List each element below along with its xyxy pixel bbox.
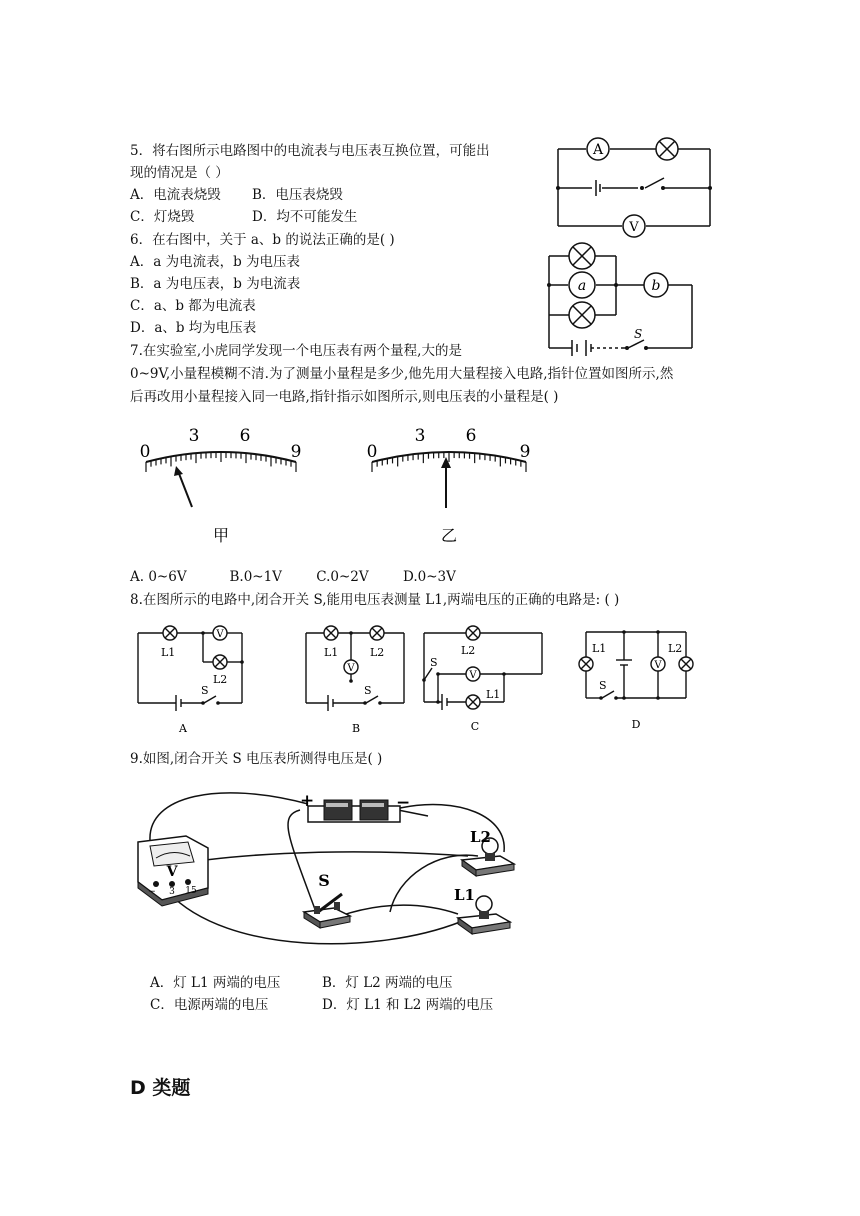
q9-stem: 9.如图,闭合开关 S 电压表所测得电压是( ) <box>130 751 383 767</box>
q8a-l2-label: L2 <box>213 673 228 686</box>
voltmeter-terminal-15: 15 <box>185 886 197 896</box>
q8a-switch-label: S <box>201 684 209 697</box>
q8d-l2-label: L2 <box>668 642 683 655</box>
dial-yi-label-0: 0 <box>366 442 378 462</box>
q5-line2: 现的情况是（ ） <box>130 165 229 181</box>
section-heading: D 类题 <box>130 1077 191 1099</box>
q7-line3: 后再改用小量程接入同一电路,指针指示如图所示,则电压表的小量程是( ) <box>130 389 559 405</box>
q8-figure-a <box>132 618 250 738</box>
q9-option-b: B．灯 L2 两端的电压 <box>322 975 453 991</box>
q8c-l2-label: L2 <box>461 644 476 657</box>
voltmeter-device-label: V <box>166 864 178 880</box>
q8c-l1-label: L1 <box>486 688 501 701</box>
dial-jia-label-6: 6 <box>239 426 251 446</box>
dial-jia <box>140 426 302 545</box>
q8d-caption: D <box>631 718 641 731</box>
dial-yi-label-3: 3 <box>414 426 426 446</box>
q6-option-c: C．a、b 都为电流表 <box>130 298 256 314</box>
q8c-voltmeter-label: V <box>469 670 477 681</box>
q6-meter-b-label: b <box>651 278 661 294</box>
q8b-switch-label: S <box>364 684 372 697</box>
q5-option-c: C．灯烧毁 <box>130 209 195 225</box>
q5-option-d: D．均不可能发生 <box>252 209 358 225</box>
q5-line1: 5．将右图所示电路图中的电流表与电压表互换位置，可能出 <box>130 143 490 159</box>
q9-option-c: C．电源两端的电压 <box>150 997 269 1013</box>
q6-option-b: B．a 为电压表，b 为电流表 <box>130 276 301 292</box>
q8a-caption: A <box>179 722 187 735</box>
dial-yi-caption: 乙 <box>440 526 458 545</box>
q8d-switch-label: S <box>599 679 607 692</box>
q8b-caption: B <box>351 722 361 735</box>
q8c-switch-label: S <box>430 656 438 669</box>
battery-minus-label: − <box>396 793 411 813</box>
q6-meter-a-label: a <box>577 278 587 294</box>
q9-physical-circuit <box>128 776 540 968</box>
q8d-l1-label: L1 <box>592 642 607 655</box>
q6-stem: 6．在右图中，关于 a、b 的说法正确的是( ) <box>130 232 395 248</box>
switch-device-label: S <box>318 871 330 890</box>
q8c-caption: C <box>470 720 480 733</box>
dial-jia-label-9: 9 <box>290 442 302 462</box>
q6-switch-label: S <box>634 327 643 341</box>
dial-yi-label-9: 9 <box>519 442 531 462</box>
q8a-l1-label: L1 <box>161 646 176 659</box>
q8b-voltmeter-label: V <box>347 663 355 674</box>
lamp-l1-label: L1 <box>454 886 475 904</box>
voltmeter-terminal-minus: − <box>148 887 156 897</box>
q8d-voltmeter-label: V <box>654 660 662 671</box>
q7-line2: 0~9V,小量程模糊不清.为了测量小量程是多少,他先用大量程接入电路,指针位置如图所示,然 <box>130 366 674 382</box>
battery <box>308 800 400 822</box>
q8-figure-c <box>418 618 548 738</box>
q5-voltmeter-label: V <box>629 220 639 235</box>
dial-jia-label-3: 3 <box>188 426 200 446</box>
q8-figure-b <box>300 618 412 738</box>
q7-voltmeter-dials <box>128 420 548 552</box>
q5-option-a: A．电流表烧毁 <box>130 187 221 203</box>
dial-yi <box>367 426 531 545</box>
q6-circuit-diagram <box>542 236 702 360</box>
q8b-l1-label: L1 <box>324 646 339 659</box>
q8-stem: 8.在图所示的电路中,闭合开关 S,能用电压表测量 L1,两端电压的正确的电路是: ( ) <box>130 592 620 608</box>
q6-option-d: D．a、b 均为电压表 <box>130 320 257 336</box>
q8b-l2-label: L2 <box>370 646 385 659</box>
q5-ammeter-label: A <box>592 142 604 158</box>
dial-jia-label-0: 0 <box>139 442 151 462</box>
lamp-l2-label: L2 <box>470 828 491 846</box>
dial-jia-caption: 甲 <box>212 526 230 545</box>
voltmeter-terminal-3: 3 <box>169 887 175 897</box>
q9-option-d: D．灯 L1 和 L2 两端的电压 <box>322 997 494 1013</box>
q9-option-a: A．灯 L1 两端的电压 <box>150 975 281 991</box>
q5-option-b: B．电压表烧毁 <box>252 187 343 203</box>
q7-line1: 7.在实验室,小虎同学发现一个电压表有两个量程,大的是 <box>130 343 462 359</box>
battery-plus-label: + <box>300 791 315 811</box>
dial-yi-label-6: 6 <box>465 426 477 446</box>
q8a-voltmeter-label: V <box>216 629 224 640</box>
q6-option-a: A．a 为电流表，b 为电压表 <box>130 254 301 270</box>
q7-options: A. 0~6V B.0~1V C.0~2V D.0~3V <box>130 569 456 585</box>
q8-figure-d <box>572 624 706 736</box>
q5-circuit-diagram <box>548 130 720 244</box>
